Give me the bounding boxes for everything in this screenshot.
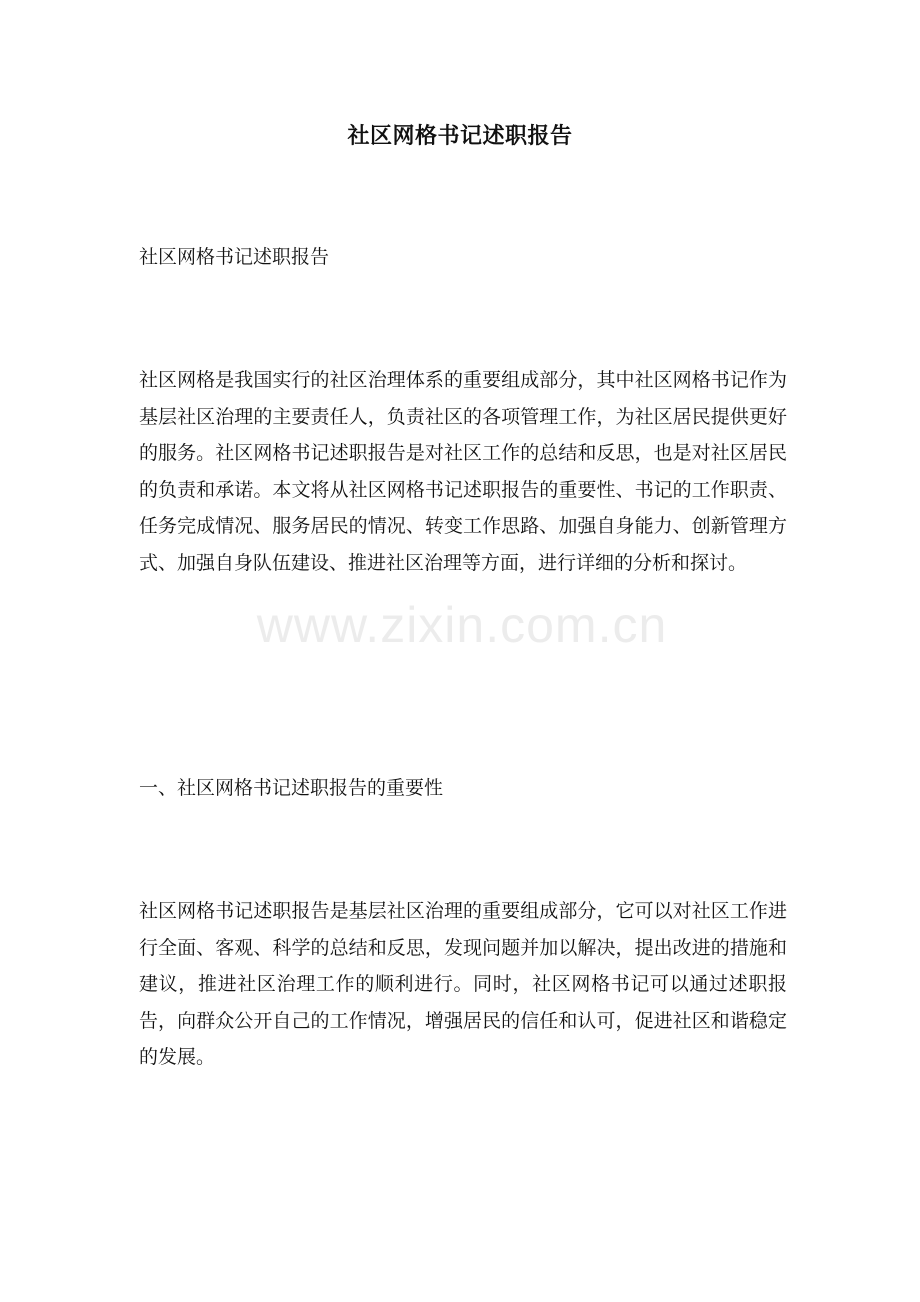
intro-paragraph: 社区网格是我国实行的社区治理体系的重要组成部分，其中社区网格书记作为基层社区治理的主要责任人，负责社区的各项管理工作，为社区居民提供更好的服务。社区网格书记述职报告是对社区工作的总结和反思，也是对社区居民的负责和承诺。本文将从社区网格书记述职报告的重要性、书记的工作职责、任务完成情况、服务居民的情况、转变工作思路、加强自身能力、创新管理方式、加强自身队伍建设、推进社区治理等方面，进行详细的分析和探讨。 xyxy=(139,369,787,574)
section-1-paragraph: 社区网格书记述职报告是基层社区治理的重要组成部分，它可以对社区工作进行全面、客观、科学的总结和反思，发现问题并加以解决，提出改进的措施和建议，推进社区治理工作的顺利进行。同时，社区网格书记可以通过述职报告，向群众公开自己的工作情况，增强居民的信任和认可，促进社区和谐稳定的发展。 xyxy=(139,900,787,1068)
watermark: www.zixin.com.cn xyxy=(256,597,668,653)
document-title: 社区网格书记述职报告 xyxy=(347,123,573,149)
section-heading-1: 一、社区网格书记述职报告的重要性 xyxy=(139,777,444,799)
document-subtitle: 社区网格书记述职报告 xyxy=(139,246,330,268)
